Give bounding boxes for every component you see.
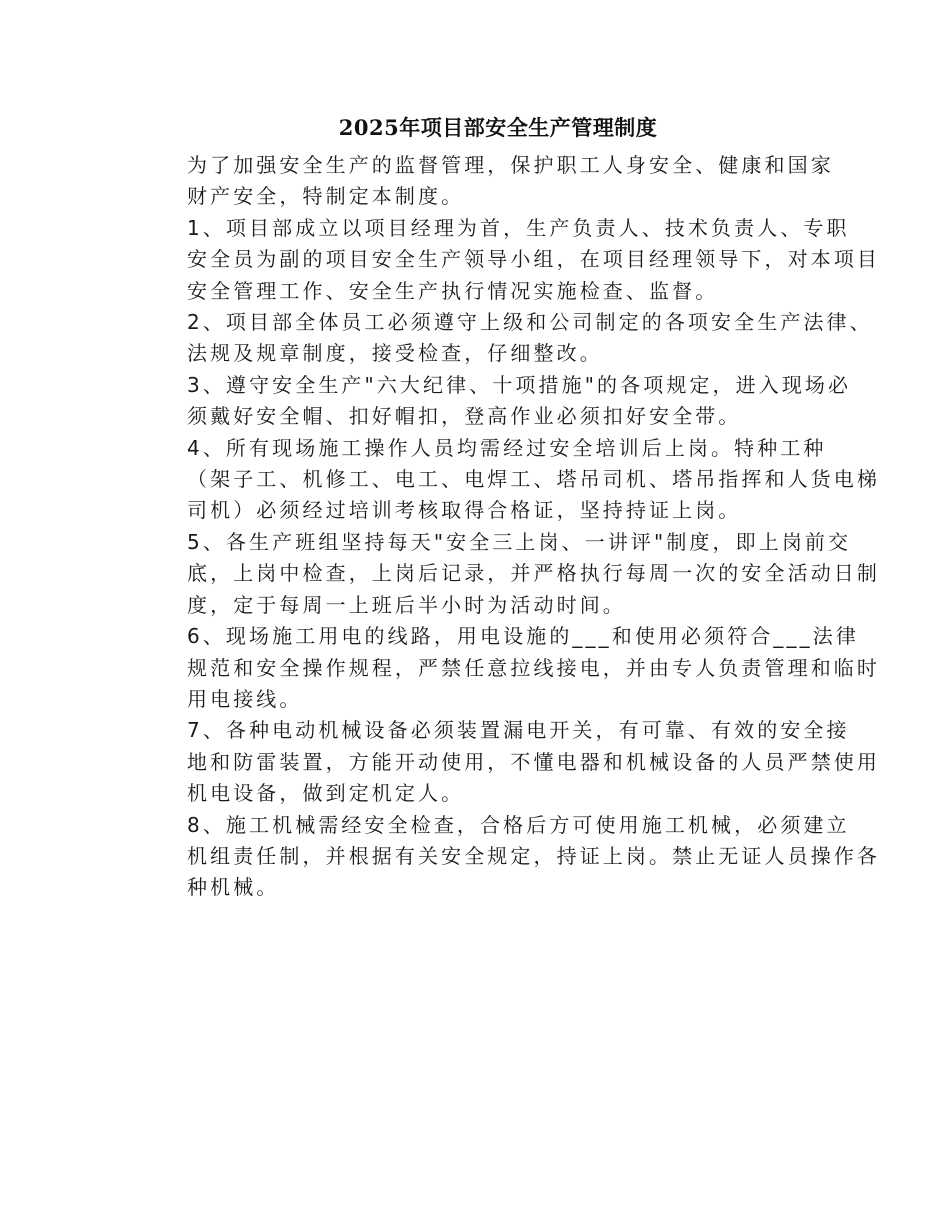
text-line: （架子工、机修工、电工、电焊工、塔吊司机、塔吊指挥和人货电梯 (187, 467, 880, 492)
text-line: 4、所有现场施工操作人员均需经过安全培训后上岗。特种工种 (187, 435, 827, 460)
text-line: 5、各生产班组坚持每天"安全三上岗、一讲评"制度，即上岗前交 (187, 529, 852, 554)
text-line: 1、项目部成立以项目经理为首，生产负责人、技术负责人、专职 (187, 215, 850, 240)
text-line: 8、施工机械需经安全检查，合格后方可使用施工机械，必须建立 (187, 812, 850, 837)
text-line: 司机）必须经过培训考核取得合格证，坚持持证上岗。 (187, 498, 742, 523)
text-line: 为了加强安全生产的监督管理，保护职工人身安全、健康和国家 (187, 153, 834, 177)
text-line: 度，定于每周一上班后半小时为活动时间。 (187, 592, 626, 617)
text-line: 地和防雷装置，方能开动使用，不懂电器和机械设备的人员严禁使用 (187, 749, 880, 774)
document-title: 2025年项目部安全生产管理制度 (338, 115, 658, 140)
paragraph-item-4 (141, 433, 880, 527)
text-line: 3、遵守安全生产"六大纪律、十项措施"的各项规定，进入现场必 (187, 372, 852, 397)
text-line: 底，上岗中检查，上岗后记录，并严格执行每周一次的安全活动日制 (187, 561, 880, 586)
text-line: 财产安全，特制定本制度。 (187, 184, 465, 209)
text-line: 安全员为副的项目安全生产领导小组，在项目经理领导下，对本项目 (187, 247, 880, 272)
paragraph-item-6 (141, 621, 880, 715)
text-line: 2、项目部全体员工必须遵守上级和公司制定的各项安全生产法律、 (187, 310, 873, 335)
text-line: 用电接线。 (187, 686, 303, 711)
text-line: 须戴好安全帽、扣好帽扣，登高作业必须扣好安全带。 (187, 404, 742, 429)
paragraph-item-3 (141, 370, 852, 433)
paragraph-item-1 (141, 213, 880, 307)
text-line: 规范和安全操作规程，严禁任意拉线接电，并由专人负责管理和临时 (187, 655, 880, 680)
text-line: 法规及规章制度，接受检查，仔细整改。 (187, 341, 603, 366)
paragraph-intro (141, 150, 834, 213)
paragraph-item-8 (141, 810, 880, 904)
text-line: 7、各种电动机械设备必须装置漏电开关，有可靠、有效的安全接 (187, 718, 850, 743)
document-body (141, 150, 880, 904)
paragraph-item-7 (141, 715, 880, 809)
text-line: 机组责任制，并根据有关安全规定，持证上岗。禁止无证人员操作各 (187, 843, 880, 868)
paragraph-item-5 (141, 527, 880, 621)
text-line: 安全管理工作、安全生产执行情况实施检查、监督。 (187, 278, 719, 303)
text-line: 种机械。 (187, 875, 280, 900)
paragraph-item-2 (141, 307, 873, 370)
text-line: 6、现场施工用电的线路，用电设施的___和使用必须符合___法律 (187, 624, 859, 649)
text-line: 机电设备，做到定机定人。 (187, 781, 465, 806)
